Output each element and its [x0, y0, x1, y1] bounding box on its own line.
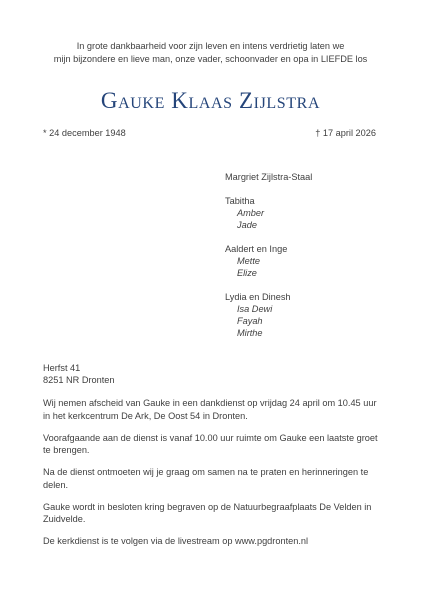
family-group	[225, 195, 312, 231]
service-details	[43, 397, 383, 557]
paragraph-farewell-service: Wij nemen afscheid van Gauke in een dankdienst op vrijdag 24 april om 10.45 uur in het kerkcentrum De Ark, De Oost 54 in Dronten.	[43, 398, 377, 421]
intro-line-2: mijn bijzondere en lieve man, onze vader, schoonvader en opa in LIEFDE los	[53, 54, 368, 64]
paragraph-burial: Gauke wordt in besloten kring begraven op de Natuurbegraafplaats De Velden in Zuidvelde.	[43, 501, 372, 524]
family-list	[225, 171, 312, 351]
death-date: † 17 april 2026	[315, 128, 376, 138]
intro-line-1: In grote dankbaarheid voor zijn leven en intens verdrietig laten we	[76, 41, 345, 51]
family-group	[225, 291, 312, 339]
grandchild-name: Jade	[237, 220, 257, 230]
grandchild-name: Mirthe	[237, 328, 263, 338]
spouse-name: Margriet Zijlstra-Staal	[225, 172, 313, 182]
child-name: Lydia en Dinesh	[225, 292, 291, 302]
grandchild-name: Elize	[237, 268, 257, 278]
address-street: Herfst 41	[43, 363, 81, 373]
paragraph-gathering: Na de dienst ontmoeten wij je graag om samen na te praten en herinneringen te delen.	[43, 467, 369, 490]
grandchild-name: Isa Dewi	[237, 304, 273, 314]
deceased-name: Gauke Klaas Zijlstra	[100, 88, 321, 113]
child-name: Tabitha	[225, 196, 255, 206]
paragraph-livestream: De kerkdienst is te volgen via de livestream op www.pgdronten.nl	[43, 536, 309, 546]
paragraph-viewing: Voorafgaande aan de dienst is vanaf 10.00 uur ruimte om Gauke een laatste groet te brengen.	[43, 432, 378, 455]
grandchild-name: Amber	[237, 208, 265, 218]
grandchild-name: Fayah	[237, 316, 263, 326]
family-group	[225, 243, 312, 279]
grandchild-name: Mette	[237, 256, 260, 266]
home-address	[43, 362, 115, 386]
address-city: 8251 NR Dronten	[43, 375, 115, 385]
intro-text	[0, 40, 421, 66]
birth-date: * 24 december 1948	[43, 128, 126, 138]
child-name: Aaldert en Inge	[225, 244, 288, 254]
